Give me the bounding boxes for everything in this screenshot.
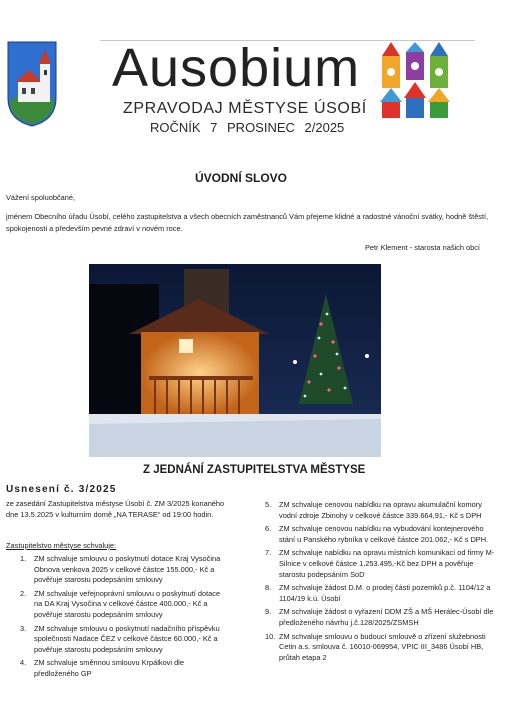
approved-label: Zastupitelstvo městyse schvaluje: (6, 541, 117, 550)
item-number: 1. (20, 554, 27, 563)
item-number: 10. (265, 631, 276, 641)
list-item (20, 554, 230, 586)
list-item (265, 548, 495, 580)
coat-of-arms-icon (6, 40, 58, 128)
list-item (265, 524, 495, 545)
item-number: 3. (20, 623, 27, 633)
item-text: ZM schvaluje smlouvu o poskytnutí dotace Kraj Vysočina Obnova venkova 2025 v celkové částce 155.000,- Kč a pověřuje starostu podepsáním smlouvy (34, 554, 221, 585)
newsletter-title: Ausobium (112, 38, 361, 98)
item-text: ZM schvaluje žádost o vyřazení DDM ZŠ a MŠ Herálec-Úsobí dle předloženého návrhu j.č.128/2025/ZSMSH (279, 607, 494, 627)
pencil-houses-logo-icon (380, 42, 450, 120)
item-text: ZM schvaluje cenovou nabídku na vybudování kontejnerového stání u Panského rybníka v celkové částce 201.062,- Kč s DPH. (279, 524, 489, 544)
resolution-list-right (265, 500, 495, 666)
section-heading-meeting: Z JEDNÁNÍ ZASTUPITELSTVA MĚSTYSE (143, 464, 366, 476)
list-item (20, 624, 230, 656)
item-text: ZM schvaluje smlouvu o poskytnutí nadačního příspěvku společnosti Nadace ČEZ v celkové částce 60.000,- Kč a pověřuje starostu podepsáním smlouvy (34, 623, 220, 654)
item-number: 5. (265, 500, 272, 509)
item-number: 7. (265, 548, 272, 558)
issue-info: ROČNÍK 7 PROSINEC 2/2025 (150, 120, 345, 135)
item-text: ZM schvaluje smlouvu o budoucí smlouvě o zřízení služebnosti Cetin a.s. smlouva č. 16010-069954, VPIC III_3486 Úsobí HB, průtah etapa 2 (279, 631, 486, 662)
intro-paragraph: jménem Obecního úřadu Úsobí, celého zastupitelstva a všech obecních zaměstnanců Vám přejeme klidné a radostné vánoční svátky, hodně štěstí, spokojenosti a především pevné zdraví v novém roce. (6, 212, 489, 233)
christmas-nativity-photo (89, 264, 381, 457)
list-item (265, 583, 495, 604)
item-number: 9. (265, 607, 272, 617)
item-number: 4. (20, 658, 27, 668)
section-heading-intro: ÚVODNÍ SLOVO (195, 171, 288, 185)
list-item (265, 500, 495, 521)
item-number: 2. (20, 588, 27, 598)
resolution-list-left (20, 554, 230, 683)
item-text: ZM schvaluje směnnou smlouvu Krpálkovi dle předloženého GP (34, 658, 184, 678)
resolution-title: Usnesení č. 3/2025 (6, 484, 117, 495)
item-number: 8. (265, 583, 272, 593)
list-item (265, 607, 495, 628)
item-text: ZM schvaluje žádost D.M. o prodej části pozemků p.č. 1104/12 a 1104/19 k.ú. Úsobí (279, 583, 491, 603)
list-item (20, 589, 230, 621)
item-text: ZM schvaluje veřejnoprávní smlouvu o poskytnutí dotace na DA Kraj Vysočina v celkové částce 400.000,- Kč a pověřuje starostu podepsáním smlouvy (34, 588, 221, 619)
list-item (20, 658, 230, 679)
greeting-text: Vážení spoluobčané, (6, 193, 76, 202)
item-text: ZM schvaluje cenovou nabídku na opravu akumulační komory vodní zdroje Zbinohy v celkové částce 339.664,91,- Kč s DPH (279, 500, 482, 520)
list-item (265, 632, 495, 664)
item-number: 6. (265, 524, 272, 534)
newsletter-subtitle: ZPRAVODAJ MĚSTYSE ÚSOBÍ (123, 100, 367, 117)
resolution-intro: ze zasedání Zastupitelstva městyse Úsobí č. ZM 3/2025 konaného dne 13.5.2025 v kulturním domě „NA TERASE“ od 19:00 hodin. (6, 499, 225, 519)
signature: Petr Klement - starosta našich obcí (364, 243, 480, 252)
item-text: ZM schvaluje nabídku na opravu místních komunikací od firmy M-Silnice v celkové částce 1.253.495,-Kč bez DPH a pověřuje starostu podepsáním SoD (279, 548, 495, 579)
